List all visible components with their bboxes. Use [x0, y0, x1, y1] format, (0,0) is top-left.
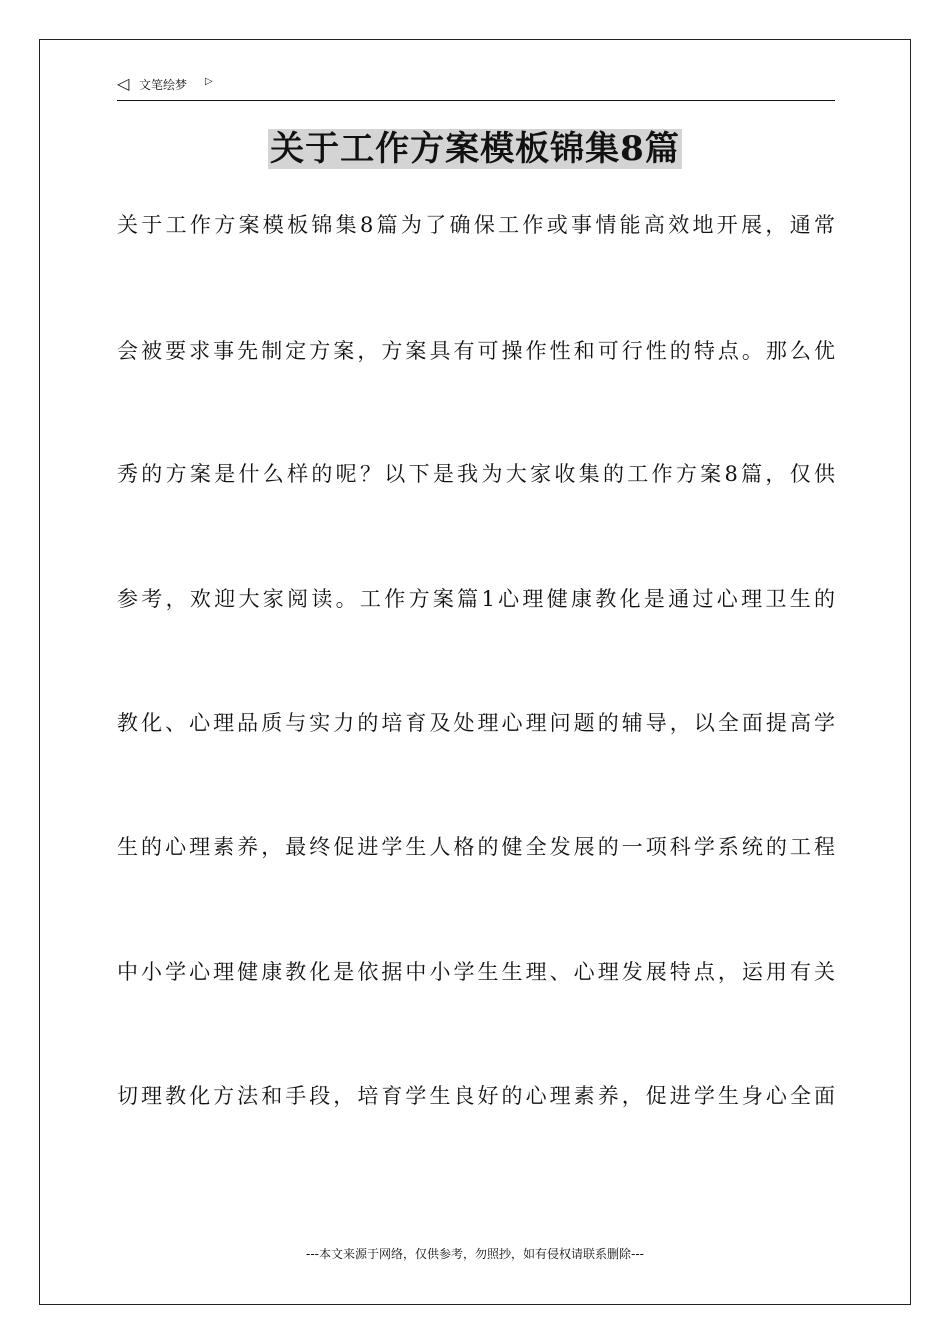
document-title: 关于工作方案模板锦集8篇 [270, 129, 680, 169]
body-text-line: 秀的方案是什么样的呢？以下是我为大家收集的工作方案8篇，仅供 [117, 462, 835, 486]
body-text-line: 参考，欢迎大家阅读。工作方案篇1心理健康教化是通过心理卫生的 [117, 587, 835, 611]
body-text-line: 切理教化方法和手段，培育学生良好的心理素养，促进学生身心全面 [117, 1084, 835, 1108]
body-text-line: 中小学心理健康教化是依据中小学生生理、心理发展特点，运用有关 [117, 960, 835, 984]
body-text-line: 关于工作方案模板锦集8篇为了确保工作或事情能高效地开展，通常 [117, 213, 835, 237]
footer-disclaimer: ---本文来源于网络，仅供参考，勿照抄，如有侵权请联系删除--- [306, 1247, 644, 1261]
body-text-line: 生的心理素养，最终促进学生人格的健全发展的一项科学系统的工程 [117, 835, 835, 859]
triangle-left-icon: ◁ [117, 74, 130, 93]
document-title-container [0, 124, 950, 174]
header-brand: 文笔绘梦 [139, 78, 188, 92]
body-text-line: 会被要求事先制定方案，方案具有可操作性和可行性的特点。那么优 [117, 339, 835, 363]
triangle-right-icon: ▷ [205, 76, 213, 87]
page-header [117, 74, 835, 101]
body-text-line: 教化、心理品质与实力的培育及处理心理问题的辅导，以全面提高学 [117, 711, 835, 735]
